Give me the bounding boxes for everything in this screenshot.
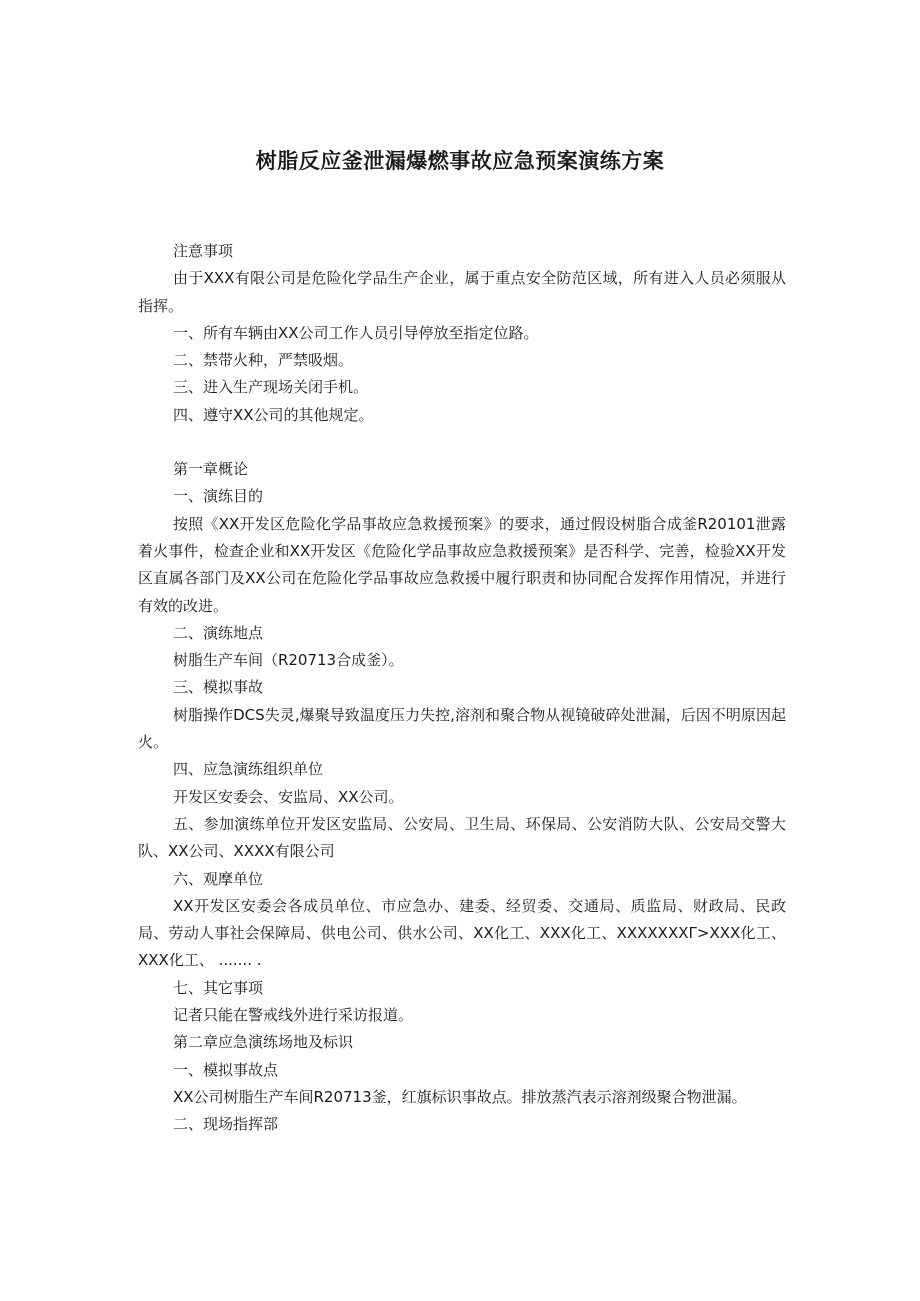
section-heading-simulated-accident: 三、模拟事故	[172, 678, 263, 697]
section-text-purpose: 按照《XX开发区危险化学品事故应急救援预案》的要求，通过假设树脂合成釜R20101泄露着火事件，检查企业和XX开发区《危险化学品事故应急救援预案》是否科学、完善，检验XX开发区直属各部门及XX公司在危险化学品事故应急救援中履行职责和协同配合发挥作用情况，并进行有效的改进。	[138, 514, 786, 615]
notice-intro: 由于XXX有限公司是危险化学品生产企业，属于重点安全防范区域，所有进入人员必须服从指挥。	[138, 269, 786, 315]
notice-item-3: 三、进入生产现场关闭手机。	[172, 378, 368, 397]
document-body	[138, 238, 786, 1139]
section-heading-accident-point: 一、模拟事故点	[172, 1060, 278, 1079]
section-text-accident-point: XX公司树脂生产车间R20713釜，红旗标识事故点。排放蒸汽表示溶剂级聚合物泄漏。	[172, 1087, 747, 1106]
section-text-simulated-accident: 树脂操作DCS失灵,爆聚导致温度压力失控,溶剂和聚合物从视镜破碎处泄漏，后因不明原因起火。	[138, 705, 786, 752]
section-spacer	[138, 429, 786, 456]
chapter2-heading: 第二章应急演练场地及标识	[172, 1033, 353, 1052]
section-heading-command-post: 二、现场指挥部	[172, 1115, 278, 1134]
notice-item-1: 一、所有车辆由XX公司工作人员引导停放至指定位路。	[172, 323, 539, 342]
notice-item-2: 二、禁带火种，严禁吸烟。	[172, 351, 353, 370]
document-title: 树脂反应釜泄漏爆燃事故应急预案演练方案	[255, 149, 665, 173]
section-text-participants: 五、参加演练单位开发区安监局、公安局、卫生局、环保局、公安消防大队、公安局交警大队、XX公司、XXXX有限公司	[138, 814, 786, 861]
section-text-organizers: 开发区安委会、安监局、XX公司。	[172, 787, 404, 806]
section-text-location: 树脂生产车间（R20713合成釜）。	[172, 651, 404, 670]
section-heading-location: 二、演练地点	[172, 623, 263, 642]
notice-item-4: 四、遵守XX公司的其他规定。	[172, 405, 374, 424]
section-heading-observers: 六、观摩单位	[172, 869, 263, 888]
notice-heading: 注意事项	[172, 242, 233, 260]
section-text-other-matters: 记者只能在警戒线外进行采访报道。	[172, 1006, 413, 1025]
section-text-observers: XX开发区安委会各成员单位、市应急办、建委、经贸委、交通局、质监局、财政局、民政局、劳动人事社会保障局、供电公司、供水公司、XX化工、XXX化工、XXXXXXXΓ>XXX化工、XXX化工、 ....... .	[138, 896, 786, 970]
chapter1-heading: 第一章概论	[172, 460, 248, 479]
section-heading-purpose: 一、演练目的	[172, 487, 263, 506]
section-heading-organizers: 四、应急演练组织单位	[172, 760, 323, 779]
section-heading-other-matters: 七、其它事项	[172, 978, 263, 997]
